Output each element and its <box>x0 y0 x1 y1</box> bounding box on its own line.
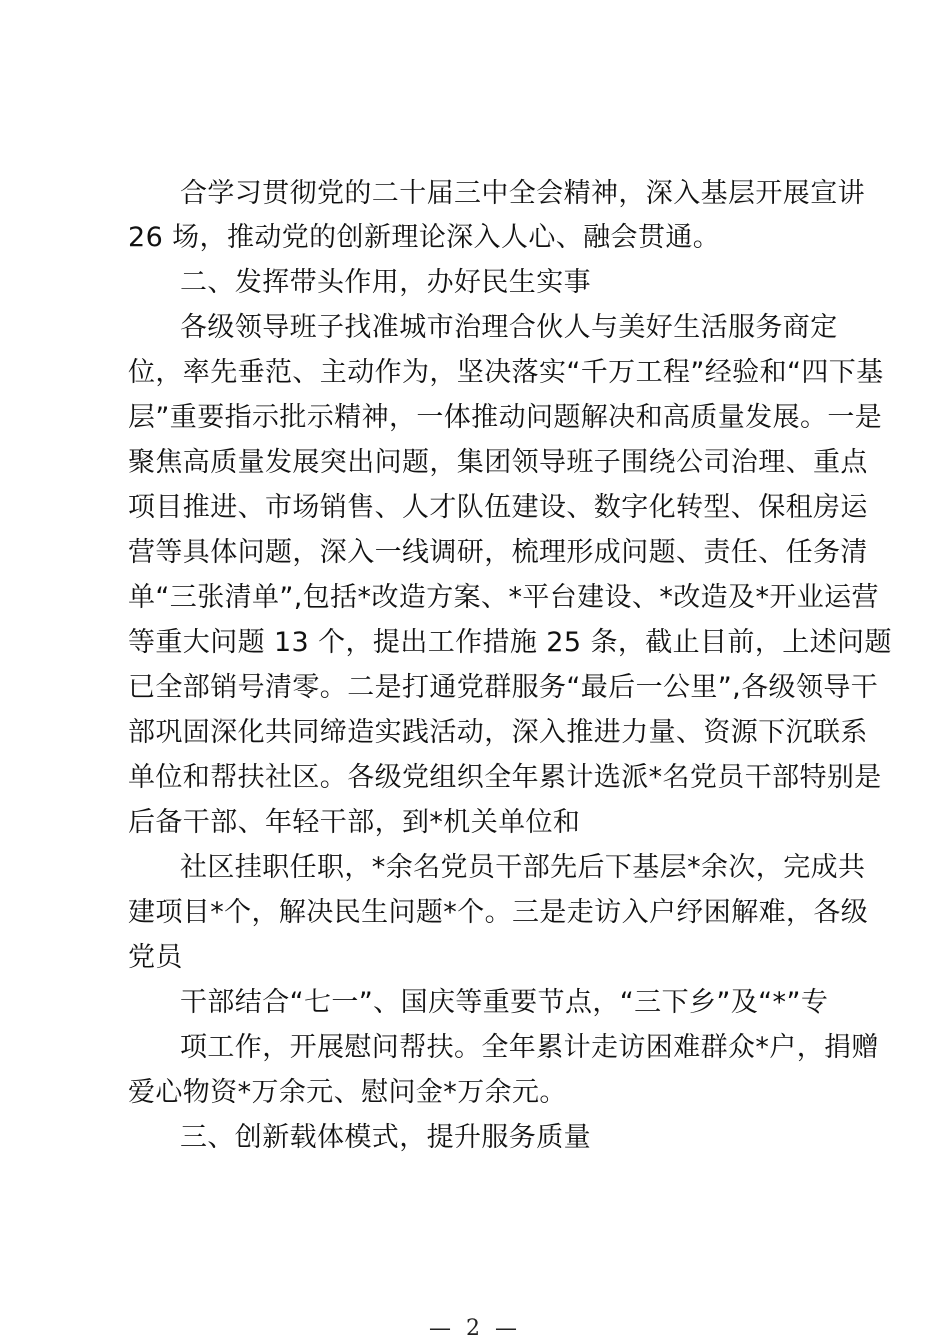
text-line: 爱心物资*万余元、慰问金*万余元。 <box>128 1077 567 1108</box>
text-line: 合学习贯彻党的二十届三中全会精神，深入基层开展宣讲 <box>180 178 865 209</box>
text-line: 干部结合“七一”、国庆等重要节点，“三下乡”及“*”专 <box>180 987 829 1018</box>
text-line: 项工作，开展慰问帮扶。全年累计走访困难群众*户，捐赠 <box>180 1032 879 1063</box>
section-heading: 三、创新载体模式，提升服务质量 <box>180 1122 591 1153</box>
section-heading: 二、发挥带头作用，办好民生实事 <box>180 267 591 298</box>
text-line: 聚焦高质量发展突出问题，集团领导班子围绕公司治理、重点 <box>128 447 868 478</box>
text-line: 单位和帮扶社区。各级党组织全年累计选派*名党员干部特别是 <box>128 762 882 793</box>
text-line: 社区挂职任职，*余名党员干部先后下基层*余次，完成共 <box>180 852 866 883</box>
text-line: 已全部销号清零。二是打通党群服务“最后一公里”,各级领导干 <box>128 672 879 703</box>
text-line: 单“三张清单”,包括*改造方案、*平台建设、*改造及*开业运营 <box>128 582 879 613</box>
text-line: 26 场，推动党的创新理论深入人心、融会贯通。 <box>128 222 721 253</box>
text-line: 建项目*个，解决民生问题*个。三是走访入户纾困解难，各级 <box>128 897 869 928</box>
text-line: 层”重要指示批示精神，一体推动问题解决和高质量发展。一是 <box>128 402 883 433</box>
page-number: — 2 — <box>429 1316 521 1341</box>
text-line: 党员 <box>128 942 183 973</box>
text-line: 部巩固深化共同缔造实践活动，深入推进力量、资源下沉联系 <box>128 717 868 748</box>
text-line: 位，率先垂范、主动作为，坚决落实“千万工程”经验和“四下基 <box>128 357 884 388</box>
text-line: 各级领导班子找准城市治理合伙人与美好生活服务商定 <box>180 312 838 343</box>
text-line: 等重大问题 13 个，提出工作措施 25 条，截止目前，上述问题 <box>128 627 892 658</box>
text-line: 后备干部、年轻干部，到*机关单位和 <box>128 807 581 838</box>
text-line: 营等具体问题，深入一线调研，梳理形成问题、责任、任务清 <box>128 537 868 568</box>
text-line: 项目推进、市场销售、人才队伍建设、数字化转型、保租房运 <box>128 492 868 523</box>
